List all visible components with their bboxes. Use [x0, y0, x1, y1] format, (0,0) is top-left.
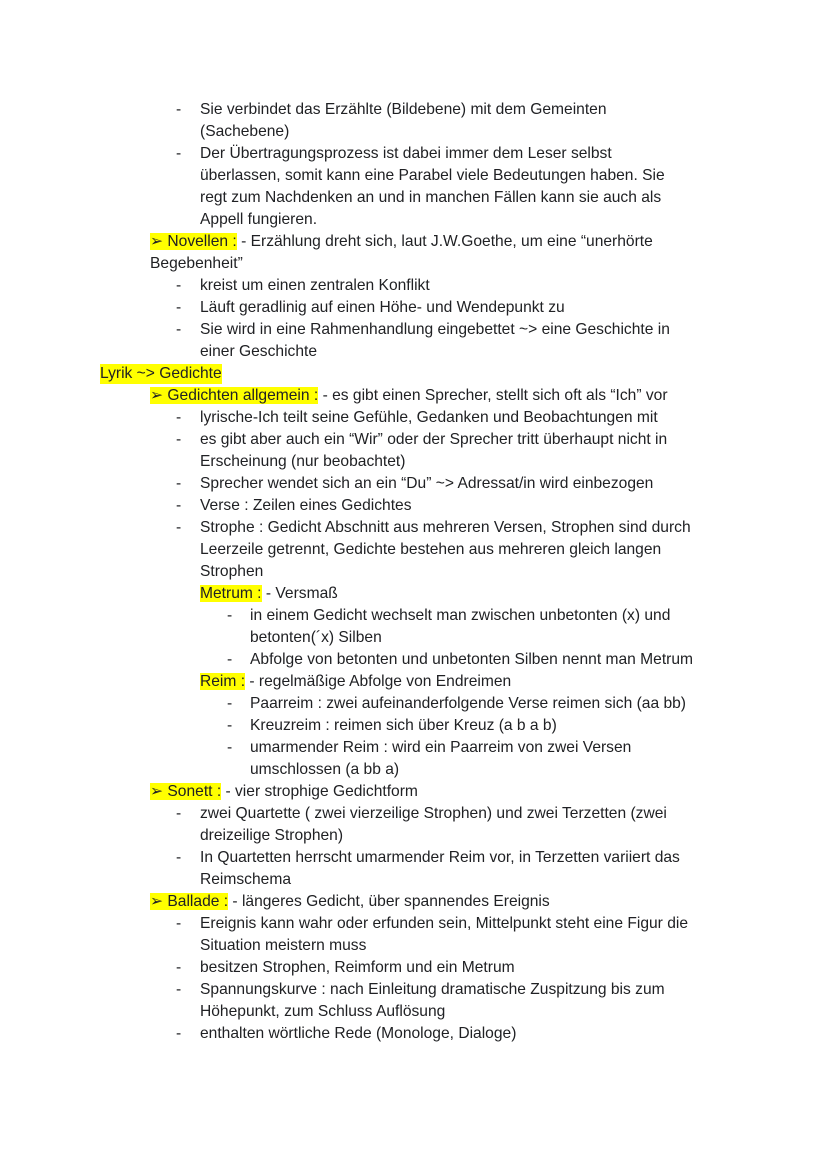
bullet-dash: -: [176, 915, 182, 932]
bullet-dash: -: [176, 321, 182, 338]
bullet-text: (Sachebene): [200, 123, 290, 140]
bullet-dash: -: [176, 299, 182, 316]
bullet-text: Strophe : Gedicht Abschnitt aus mehreren Versen, Strophen sind durch: [200, 519, 691, 536]
novellen-heading-line: [150, 232, 653, 252]
bullet-dash: -: [176, 497, 182, 514]
bullet-text: Ereignis kann wahr oder erfunden sein, Mittelpunkt steht eine Figur die: [200, 915, 689, 932]
bullet-text: dreizeilige Strophen): [200, 827, 344, 844]
novellen-text-cont: Begebenheit”: [150, 255, 243, 272]
bullet-dash: -: [176, 277, 182, 294]
sonett-heading-line: [150, 782, 418, 802]
gedichten-heading-line: [150, 386, 668, 406]
bullet-text: in einem Gedicht wechselt man zwischen unbetonten (x) und: [250, 607, 671, 624]
reim-text: - regelmäßige Abfolge von Endreimen: [245, 673, 512, 690]
bullet-dash: -: [227, 695, 233, 712]
bullet-text: Läuft geradlinig auf einen Höhe- und Wendepunkt zu: [200, 299, 565, 316]
bullet-dash: -: [176, 519, 182, 536]
novellen-text: - Erzählung dreht sich, laut J.W.Goethe, um eine “unerhörte: [236, 233, 653, 250]
gedichten-heading: ➢ Gedichten allgemein :: [150, 387, 319, 404]
bullet-text: regt zum Nachdenken an und in manchen Fällen kann sie auch als: [200, 189, 662, 206]
bullet-text: überlassen, somit kann eine Parabel viele Bedeutungen haben. Sie: [200, 167, 665, 184]
bullet-dash: -: [176, 805, 182, 822]
bullet-text: Leerzeile getrennt, Gedichte bestehen aus mehreren gleich langen: [200, 541, 662, 558]
sonett-heading: ➢ Sonett :: [150, 783, 222, 800]
bullet-dash: -: [227, 717, 233, 734]
ballade-heading: ➢ Ballade :: [150, 893, 229, 910]
bullet-dash: -: [227, 651, 233, 668]
bullet-text: Abfolge von betonten und unbetonten Silben nennt man Metrum: [250, 651, 694, 668]
bullet-text: enthalten wörtliche Rede (Monologe, Dialoge): [200, 1025, 517, 1042]
sonett-text: - vier strophige Gedichtform: [221, 783, 418, 800]
bullet-text: umarmender Reim : wird ein Paarreim von zwei Versen: [250, 739, 632, 756]
reim-heading: Reim :: [200, 673, 246, 690]
bullet-text: kreist um einen zentralen Konflikt: [200, 277, 430, 294]
bullet-text: zwei Quartette ( zwei vierzeilige Strophen) und zwei Terzetten (zwei: [200, 805, 667, 822]
bullet-text: lyrische-Ich teilt seine Gefühle, Gedanken und Beobachtungen mit: [200, 409, 658, 426]
bullet-text: Situation meistern muss: [200, 937, 367, 954]
bullet-text: Strophen: [200, 563, 264, 580]
ballade-text: - längeres Gedicht, über spannendes Ereignis: [228, 893, 550, 910]
bullet-text: Appell fungieren.: [200, 211, 318, 228]
bullet-dash: -: [176, 475, 182, 492]
bullet-text: es gibt aber auch ein “Wir” oder der Sprecher tritt überhaupt nicht in: [200, 431, 668, 448]
bullet-text: Spannungskurve : nach Einleitung dramatische Zuspitzung bis zum: [200, 981, 665, 998]
novellen-heading: ➢ Novellen :: [150, 233, 237, 250]
bullet-text: Sprecher wendet sich an ein “Du” ~> Adressat/in wird einbezogen: [200, 475, 654, 492]
bullet-dash: -: [176, 959, 182, 976]
bullet-text: besitzen Strophen, Reimform und ein Metrum: [200, 959, 515, 976]
metrum-heading-line: [200, 584, 338, 604]
metrum-text: - Versmaß: [261, 585, 338, 602]
bullet-dash: -: [176, 1025, 182, 1042]
bullet-text: Erscheinung (nur beobachtet): [200, 453, 406, 470]
bullet-text: Sie verbindet das Erzählte (Bildebene) mit dem Gemeinten: [200, 101, 607, 118]
bullet-text: einer Geschichte: [200, 343, 318, 360]
bullet-text: Paarreim : zwei aufeinanderfolgende Verse reimen sich (aa bb): [250, 695, 686, 712]
bullet-text: In Quartetten herrscht umarmender Reim vor, in Terzetten variiert das: [200, 849, 680, 866]
metrum-heading: Metrum :: [200, 585, 262, 602]
bullet-dash: -: [227, 739, 233, 756]
bullet-text: Sie wird in eine Rahmenhandlung eingebettet ~> eine Geschichte in: [200, 321, 670, 338]
bullet-text: Reimschema: [200, 871, 291, 888]
bullet-text: Verse : Zeilen eines Gedichtes: [200, 497, 412, 514]
bullet-dash: -: [176, 431, 182, 448]
ballade-heading-line: [150, 892, 550, 912]
bullet-text: Höhepunkt, zum Schluss Auflösung: [200, 1003, 446, 1020]
bullet-dash: -: [176, 101, 182, 118]
reim-heading-line: [200, 672, 511, 692]
bullet-text: Der Übertragungsprozess ist dabei immer dem Leser selbst: [200, 145, 612, 162]
bullet-dash: -: [176, 145, 182, 162]
bullet-dash: -: [176, 849, 182, 866]
bullet-text: betonten(´x) Silben: [250, 629, 382, 646]
bullet-text: Kreuzreim : reimen sich über Kreuz (a b a b): [250, 717, 557, 734]
bullet-dash: -: [227, 607, 233, 624]
gedichten-text: - es gibt einen Sprecher, stellt sich oft als “Ich” vor: [318, 387, 668, 404]
bullet-text: umschlossen (a bb a): [250, 761, 400, 778]
bullet-dash: -: [176, 409, 182, 426]
bullet-dash: -: [176, 981, 182, 998]
lyrik-heading: Lyrik ~> Gedichte: [100, 365, 222, 382]
